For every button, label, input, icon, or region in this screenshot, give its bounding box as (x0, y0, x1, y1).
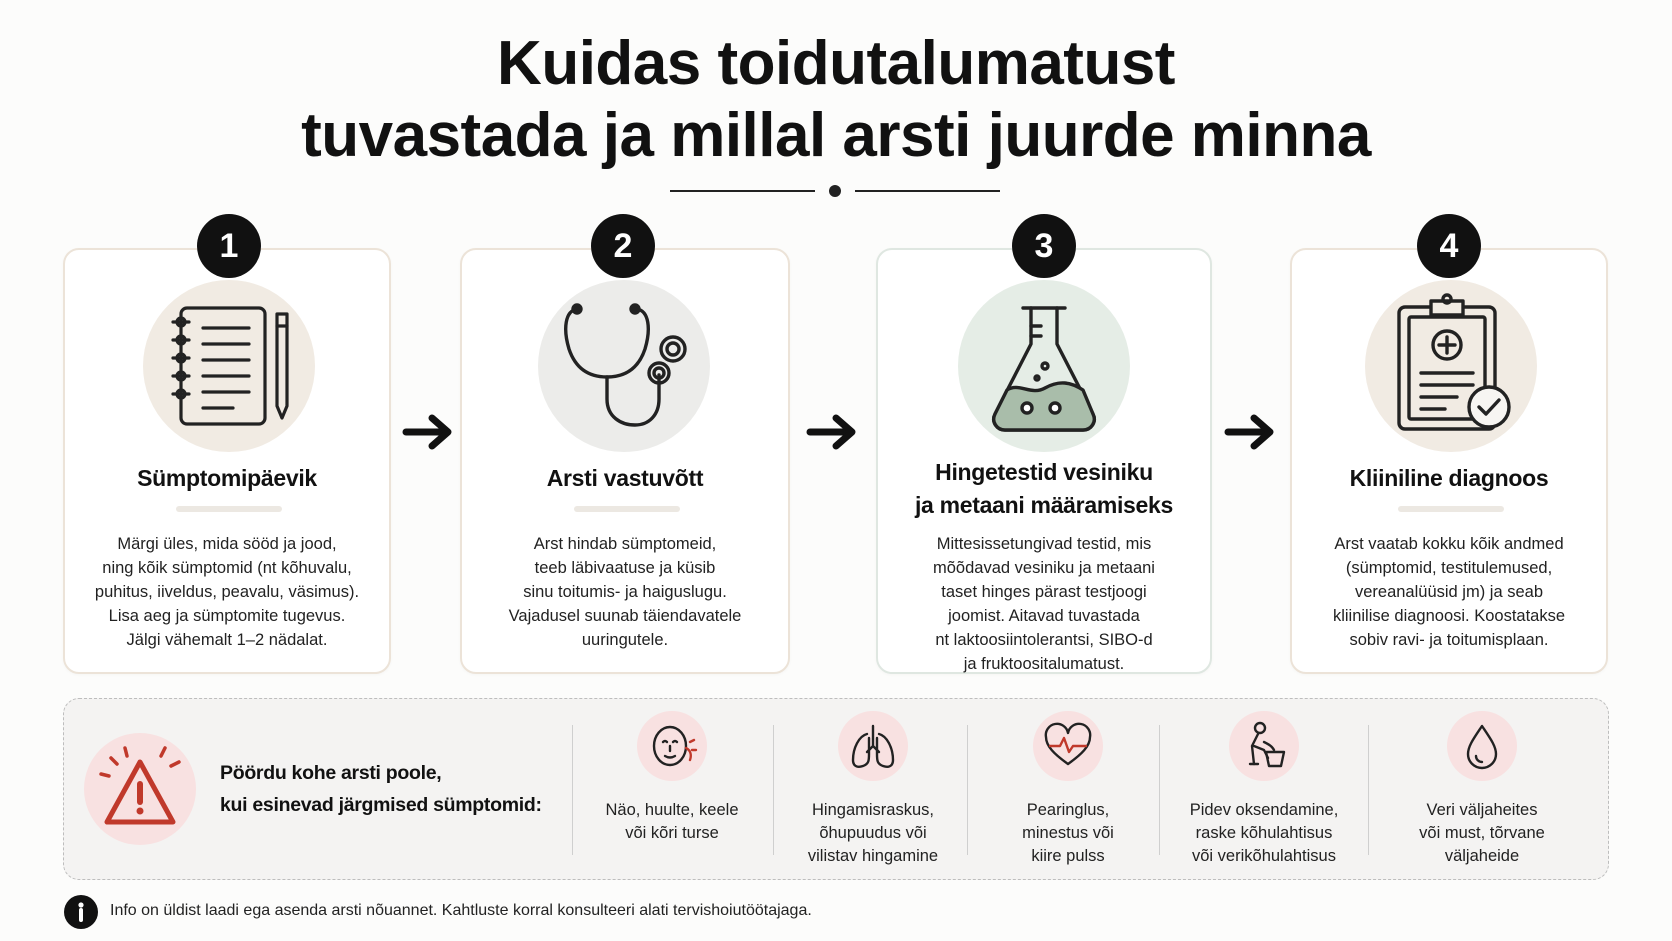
info-icon (64, 895, 98, 929)
step-title: Hingetestid vesiniku ja metaani määramiseks (914, 459, 1174, 518)
title-underline (176, 506, 282, 512)
divider (773, 725, 774, 855)
heart-pulse-icon (1033, 711, 1103, 781)
disclaimer-text: Info on üldist laadi ega asenda arsti nõuannet. Kahtluste korral konsulteeri alati tervishoiutöötajaga. (110, 902, 812, 919)
title-underline (574, 506, 680, 512)
step-number-badge: 3 (1012, 214, 1076, 278)
symptom-item (783, 711, 963, 868)
symptom-label: Pidev oksendamine, raske kõhulahtisus või verikõhulahtisus (1189, 801, 1339, 865)
title-line-2: tuvastada ja millal arsti juurde minna (301, 101, 1371, 170)
step-title: Kliiniline diagnoos (1349, 465, 1549, 491)
warning-heading: Pöördu kohe arsti poole, kui esinevad järgmised sümptomid: (220, 762, 542, 816)
face-swelling-icon (637, 711, 707, 781)
notebook-pen-icon (143, 280, 315, 452)
divider (572, 725, 573, 855)
arrow-right-icon (1224, 412, 1280, 452)
symptom-item (1164, 711, 1364, 868)
symptom-label: Veri väljaheites või must, tõrvane väljaheide (1419, 801, 1545, 865)
symptom-label: Näo, huulte, keele või kõri turse (605, 801, 739, 842)
title-underline (1398, 506, 1504, 512)
title-line-1: Kuidas toidutalumatust (497, 29, 1175, 98)
step-number-badge: 1 (197, 214, 261, 278)
symptom-item (1392, 711, 1572, 868)
vomiting-person-icon (1229, 711, 1299, 781)
step-description: Arst vaatab kokku kõik andmed (sümptomid, testitulemused, vereanalüüsid jm) ja seab kliinilise diagnoosi. Koostatakse sobiv ravi- ja toitumisplaan. (1332, 535, 1566, 649)
step-title: Arsti vastuvõtt (546, 465, 704, 491)
stethoscope-icon (538, 280, 710, 452)
flask-icon (958, 280, 1130, 452)
step-description: Arst hindab sümptomeid, teeb läbivaatuse ja küsib sinu toitumis- ja haiguslugu. Vajadusel suunab täiendavatele uuringutele. (508, 535, 742, 649)
step-description: Märgi üles, mida sööd ja jood, ning kõik sümptomid (nt kõhuvalu, puhitus, iiveldus, peavalu, väsimus). Lisa aeg ja sümptomite tugevus. Jälgi vähemalt 1–2 nädalat. (94, 535, 360, 649)
divider (1368, 725, 1369, 855)
symptom-item (978, 711, 1158, 868)
step-card-3 (876, 226, 1212, 674)
warning-panel (63, 698, 1609, 880)
symptom-label: Hingamisraskus, õhupuudus või vilistav hingamine (807, 801, 939, 865)
step-number-badge: 2 (591, 214, 655, 278)
step-card-1 (63, 226, 391, 674)
page-title (0, 28, 1672, 172)
lungs-icon (838, 711, 908, 781)
arrow-right-icon (806, 412, 862, 452)
symptom-label: Pearinglus, minestus või kiire pulss (1022, 801, 1114, 865)
step-card-4 (1290, 226, 1608, 674)
step-title: Sümptomipäevik (137, 465, 317, 491)
blood-drop-icon (1447, 711, 1517, 781)
divider (967, 725, 968, 855)
step-description: Mittesissetungivad testid, mis mõõdavad vesiniku ja metaani taset hinges pärast testjoogi joomist. Aitavad tuvastada nt laktoosiintolerantsi, SIBO-d ja fruktoositalumatust. (933, 535, 1155, 673)
step-card-2 (460, 226, 790, 674)
warning-triangle-icon (84, 733, 196, 845)
step-number-badge: 4 (1417, 214, 1481, 278)
divider (1159, 725, 1160, 855)
clipboard-check-icon (1365, 280, 1537, 452)
arrow-right-icon (402, 412, 458, 452)
symptom-item (582, 711, 762, 845)
title-divider (670, 184, 1000, 198)
